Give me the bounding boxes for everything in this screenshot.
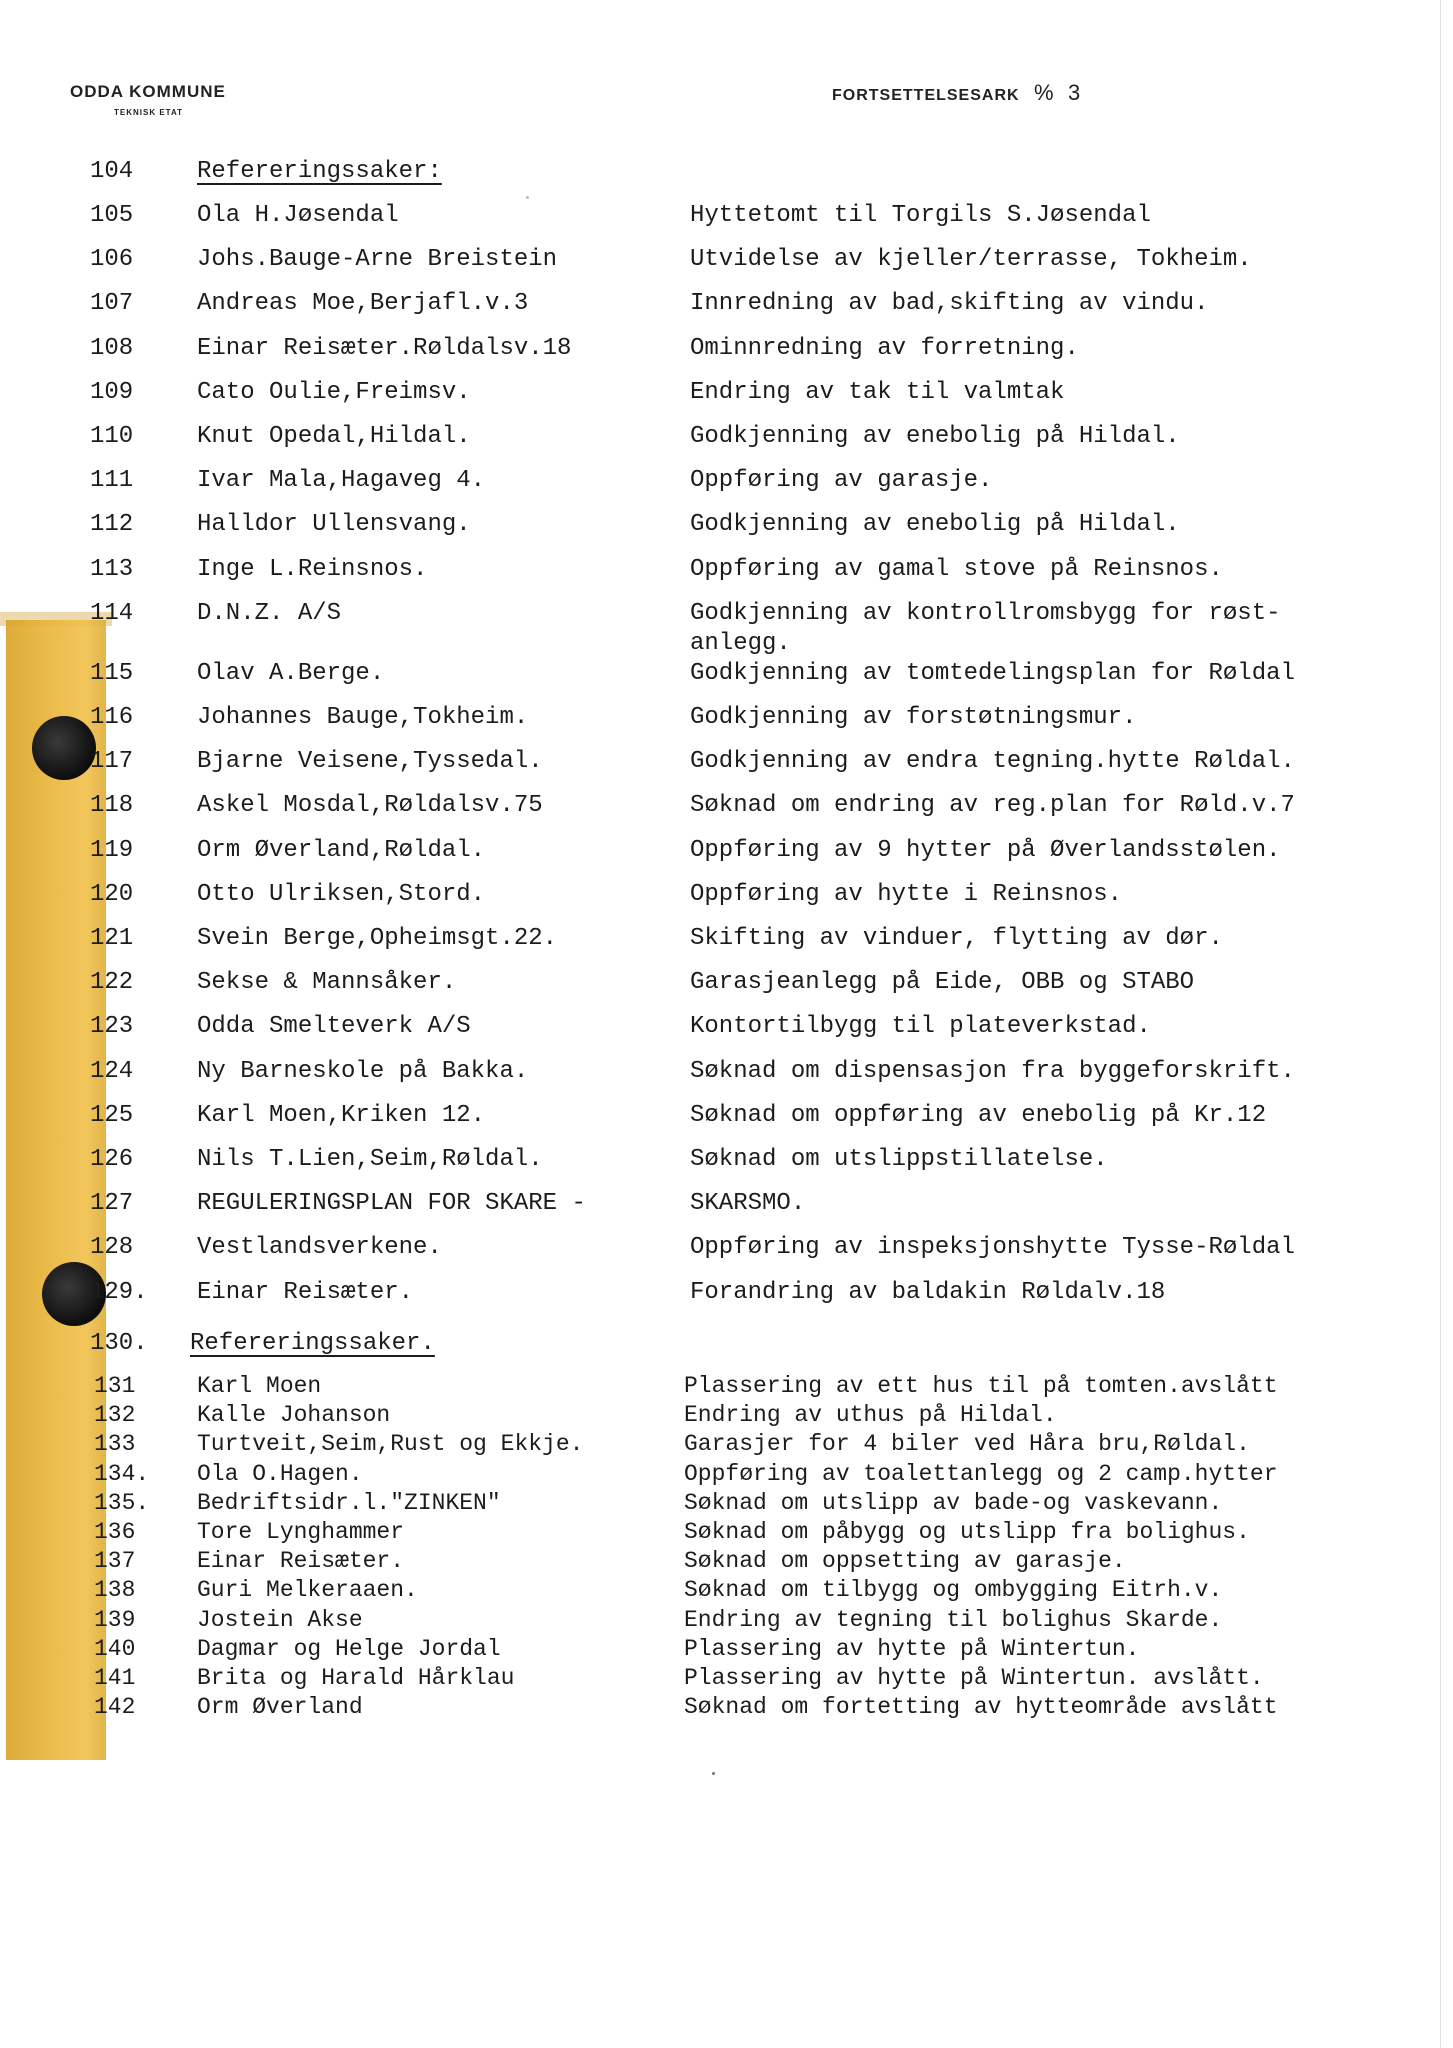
entry-number: 141 <box>94 1665 136 1691</box>
applicant-name: Askel Mosdal,Røldalsv.75 <box>197 792 543 820</box>
entry-number: 130. <box>90 1330 148 1357</box>
ink-speck <box>712 1772 715 1775</box>
applicant-name: REGULERINGSPLAN FOR SKARE - <box>197 1190 586 1218</box>
entry-number: 122 <box>90 969 134 997</box>
applicant-name: Sekse & Mannsåker. <box>197 969 457 997</box>
applicant-name: Karl Moen <box>197 1373 322 1399</box>
entry-number: 138 <box>94 1577 136 1604</box>
entry-number: 116 <box>90 704 134 731</box>
case-description-continued: anlegg. <box>690 629 791 657</box>
applicant-name: Ola H.Jøsendal <box>197 202 399 229</box>
case-description: Godkjenning av enebolig på Hildal. <box>690 511 1180 539</box>
case-description: Plassering av ett hus til på tomten.avslått <box>684 1373 1278 1399</box>
case-description: Godkjenning av tomtedelingsplan for Røldal <box>690 659 1295 687</box>
entry-number: 120 <box>90 880 134 908</box>
applicant-name: Inge L.Reinsnos. <box>197 555 428 583</box>
sheet-header <box>832 80 1080 106</box>
entry-number: 129. <box>90 1278 148 1306</box>
case-description: Endring av uthus på Hildal. <box>684 1402 1057 1429</box>
entry-number: 105 <box>90 202 134 229</box>
case-description: Garasjer for 4 biler ved Håra bru,Røldal. <box>684 1431 1250 1458</box>
case-description: Søknad om oppsetting av garasje. <box>684 1548 1126 1575</box>
entry-number: 136 <box>94 1519 136 1545</box>
entry-number: 114 <box>90 599 134 627</box>
entry-number: 111 <box>90 467 134 495</box>
case-description: Hyttetomt til Torgils S.Jøsendal <box>690 202 1151 229</box>
applicant-name: Einar Reisæter.Røldalsv.18 <box>197 334 572 362</box>
entry-number: 110 <box>90 423 134 450</box>
applicant-name: Halldor Ullensvang. <box>197 511 471 539</box>
applicant-name: Jostein Akse <box>197 1606 363 1633</box>
entry-number: 119 <box>90 836 134 864</box>
entry-number: 123 <box>90 1013 134 1041</box>
applicant-name: Ny Barneskole på Bakka. <box>197 1057 529 1085</box>
letterhead <box>70 82 226 117</box>
sheet-symbol: % <box>1034 80 1054 105</box>
case-description: Garasjeanlegg på Eide, OBB og STABO <box>690 969 1195 997</box>
organization-name: ODDA KOMMUNE <box>70 82 226 101</box>
applicant-name: Dagmar og Helge Jordal <box>197 1635 501 1662</box>
applicant-name: Knut Opedal,Hildal. <box>197 423 471 450</box>
applicant-name: Ola O.Hagen. <box>197 1460 363 1487</box>
applicant-name: Olav A.Berge. <box>197 659 385 687</box>
applicant-name: Orm Øverland,Røldal. <box>197 836 486 864</box>
case-description: Godkjenning av endra tegning.hytte Røldal. <box>690 748 1295 776</box>
applicant-name: Ivar Mala,Hagaveg 4. <box>197 467 486 495</box>
entry-number: 142 <box>94 1694 136 1721</box>
entry-number: 126 <box>90 1146 134 1173</box>
applicant-name: Odda Smelteverk A/S <box>197 1013 471 1041</box>
case-description: Oppføring av garasje. <box>690 467 993 495</box>
applicant-name: Turtveit,Seim,Rust og Ekkje. <box>197 1431 584 1458</box>
applicant-name: Andreas Moe,Berjafl.v.3 <box>197 290 529 318</box>
case-description: Søknad om utslipp av bade-og vaskevann. <box>684 1489 1223 1516</box>
applicant-name: Orm Øverland <box>197 1694 363 1721</box>
entry-number: 112 <box>90 511 134 539</box>
entry-number: 113 <box>90 555 134 583</box>
page-edge <box>1440 0 1441 2048</box>
applicant-name: Karl Moen,Kriken 12. <box>197 1101 486 1129</box>
entry-number: 125 <box>90 1101 134 1129</box>
case-description: Kontortilbygg til plateverkstad. <box>690 1013 1151 1041</box>
entry-number: 137 <box>94 1548 136 1575</box>
sheet-label: FORTSETTELSESARK <box>832 87 1020 104</box>
case-description: Søknad om endring av reg.plan for Røld.v.7 <box>690 792 1295 820</box>
entry-number: 133 <box>94 1431 136 1458</box>
applicant-name: Svein Berge,Opheimsgt.22. <box>197 925 558 952</box>
case-description: Søknad om utslippstillatelse. <box>690 1146 1108 1173</box>
section-title: Refereringssaker. <box>190 1330 435 1357</box>
punch-hole <box>32 716 96 780</box>
entry-number: 109 <box>90 378 134 406</box>
entry-number: 117 <box>90 748 134 776</box>
applicant-name: Cato Oulie,Freimsv. <box>197 378 471 406</box>
applicant-name: Nils T.Lien,Seim,Røldal. <box>197 1146 543 1173</box>
case-description: Forandring av baldakin Røldalv.18 <box>690 1278 1166 1306</box>
case-description: Søknad om dispensasjon fra byggeforskrift. <box>690 1057 1295 1085</box>
applicant-name: Bedriftsidr.l."ZINKEN" <box>197 1489 501 1516</box>
case-description: Godkjenning av kontrollromsbygg for røst- <box>690 599 1281 627</box>
entry-number: 108 <box>90 334 134 362</box>
entry-number: 140 <box>94 1635 136 1662</box>
applicant-name: Brita og Harald Hårklau <box>197 1665 515 1691</box>
ink-speck <box>526 196 529 199</box>
applicant-name: Bjarne Veisene,Tyssedal. <box>197 748 543 776</box>
case-description: Oppføring av 9 hytter på Øverlandsstølen. <box>690 836 1281 864</box>
case-description: SKARSMO. <box>690 1190 806 1218</box>
entry-number: 107 <box>90 290 134 318</box>
applicant-name: Johs.Bauge-Arne Breistein <box>197 246 558 274</box>
entry-number: 106 <box>90 246 134 274</box>
entry-number: 139 <box>94 1606 136 1633</box>
case-description: Plassering av hytte på Wintertun. avslått. <box>684 1665 1264 1691</box>
case-description: Søknad om påbygg og utslipp fra bolighus. <box>684 1519 1250 1545</box>
case-description: Plassering av hytte på Wintertun. <box>684 1635 1140 1662</box>
case-description: Oppføring av inspeksjonshytte Tysse-Røldal <box>690 1234 1295 1262</box>
case-description: Utvidelse av kjeller/terrasse, Tokheim. <box>690 246 1252 274</box>
entry-number: 115 <box>90 659 134 687</box>
entry-number: 127 <box>90 1190 134 1218</box>
entry-number: 128 <box>90 1234 134 1262</box>
entry-number: 118 <box>90 792 134 820</box>
applicant-name: D.N.Z. A/S <box>197 599 342 627</box>
applicant-name: Otto Ulriksen,Stord. <box>197 880 486 908</box>
case-description: Søknad om oppføring av enebolig på Kr.12 <box>690 1101 1267 1129</box>
applicant-name: Kalle Johanson <box>197 1402 391 1429</box>
entry-number: 131 <box>94 1373 136 1399</box>
case-description: Oppføring av hytte i Reinsnos. <box>690 880 1123 908</box>
case-description: Ominnredning av forretning. <box>690 334 1079 362</box>
case-description: Søknad om tilbygg og ombygging Eitrh.v. <box>684 1577 1223 1604</box>
department-name: TEKNISK ETAT <box>114 108 184 117</box>
sheet-number: 3 <box>1068 80 1081 105</box>
case-description: Skifting av vinduer, flytting av dør. <box>690 925 1223 952</box>
case-description: Søknad om fortetting av hytteområde avslått <box>684 1694 1278 1721</box>
entry-number: 124 <box>90 1057 134 1085</box>
entry-number: 135. <box>94 1489 150 1516</box>
case-description: Innredning av bad,skifting av vindu. <box>690 290 1209 318</box>
applicant-name: Einar Reisæter. <box>197 1278 414 1306</box>
entry-number: 134. <box>94 1460 150 1487</box>
entry-number: 121 <box>90 925 134 952</box>
case-description: Oppføring av gamal stove på Reinsnos. <box>690 555 1223 583</box>
case-description: Endring av tak til valmtak <box>690 378 1065 406</box>
applicant-name: Einar Reisæter. <box>197 1548 405 1575</box>
entry-number: 104 <box>90 158 134 185</box>
case-description: Godkjenning av forstøtningsmur. <box>690 704 1137 731</box>
section-title: Refereringssaker: <box>197 158 442 185</box>
case-description: Endring av tegning til bolighus Skarde. <box>684 1606 1223 1633</box>
applicant-name: Johannes Bauge,Tokheim. <box>197 704 529 731</box>
case-description: Oppføring av toalettanlegg og 2 camp.hytter <box>684 1460 1278 1487</box>
applicant-name: Vestlandsverkene. <box>197 1234 442 1262</box>
applicant-name: Guri Melkeraaen. <box>197 1577 418 1604</box>
entry-number: 132 <box>94 1402 136 1429</box>
case-description: Godkjenning av enebolig på Hildal. <box>690 423 1180 450</box>
applicant-name: Tore Lynghammer <box>197 1519 405 1545</box>
